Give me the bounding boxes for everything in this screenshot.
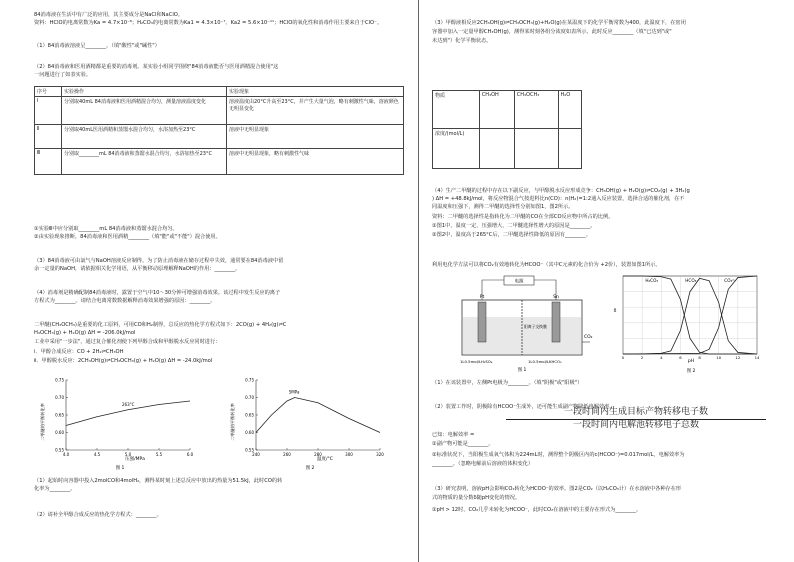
table-cell: Ⅲ: [35, 149, 62, 175]
table-cell: 分别取40mL 84消毒液和医用酒精混合均匀，测量溶液温度变化: [62, 97, 227, 125]
x-tick-label: 4: [660, 355, 663, 360]
x-tick-label: 10: [716, 355, 722, 360]
table-cell: 分别取40mL医用酒精和蒸馏水混合均匀，水浴加热至23°C: [62, 125, 227, 149]
table-row: [35, 97, 404, 125]
y-tick-label: 0.70: [55, 395, 64, 400]
x-tick-label: 260: [283, 452, 291, 457]
section-2-line1: 二甲醚(CH₃OCH₃)是重要的化工原料，可用CO和H₂制得，总反应的热化学方程式如下：2CO(g) + 4H₂(g)⇌C: [34, 322, 287, 328]
electro-sub-2-line1: ②标准状况下，当阳极生成氧气体积为224mL时，测得整个阴极区内的c(HCOO⁻)=0.017mol/L，电解效率为: [432, 452, 685, 458]
efficiency-fraction: [506, 407, 766, 431]
electro-question-3-sub: ①pH > 12时，CO₂几乎未转化为HCOO⁻，此时CO₂在溶液中的主要存在形式为________。: [432, 507, 642, 513]
table-row: [35, 149, 404, 175]
table-cell: 溶液温度由20°C升高至23°C，并产生大量气泡，略有刺激性气味，溶液颜色无明显变化: [227, 97, 404, 125]
table-cell: Ⅰ: [35, 97, 62, 125]
electrolytic-cell-diagram: [456, 272, 591, 372]
table-cell: H₂O: [558, 91, 581, 129]
species-label: CO₃²⁻: [724, 278, 737, 283]
x-tick-label: 4.5: [93, 452, 101, 457]
series-annotation: 263°C: [122, 401, 135, 407]
right-solution-label: 1L0.5mol/LKHCO₃: [528, 359, 562, 364]
cathode-label: Sn: [553, 295, 559, 300]
question-3-line2: 余一定量的NaOH，请依据相关化学用语，从平衡移动原理解释NaOH的作用：________。: [34, 266, 241, 272]
table-cell: [479, 129, 514, 169]
x-tick-label: 12: [735, 355, 741, 360]
reaction-2: ⅱ．甲醇脱水反应：2CH₃OH(g)⇌CH₃OCH₃(g) + H₂O(g) ΔH = -24.0kJ/mol: [34, 358, 213, 364]
question-a2: （2）请补全甲醇合成反应的热化学方程式：________。: [34, 512, 162, 518]
anode-electrode: [478, 302, 486, 342]
right-question-4-sub1: ①图1中，温度一定，压强增大，二甲醚选择性增大的原因是________。: [432, 223, 596, 229]
species-ylabel: δ: [613, 309, 617, 314]
y-tick-label: 0.70: [245, 395, 254, 400]
electrochem-intro: 利用电化学方法可以将CO₂有效地转化为HCOO⁻（其中C元素的化合价为 +2价），装置如图1所示。: [432, 262, 661, 268]
reaction-1: ⅰ．甲醇合成反应：CO + 2H₂⇌CH₃OH: [34, 349, 124, 355]
sub-question-2: ②由实验现象推断，84消毒液和医用酒精________（填"能"或"不能"）混合使用。: [34, 234, 221, 240]
right-question-4-line3: 同温度和压强下，测得二甲醚的选择性分别如图1，图2所示。: [432, 204, 574, 210]
table-row: [433, 91, 582, 129]
right-question-4-line2: ) ΔH = +48.8kJ/mol，将反应物混合气按进料比n(CO)：n(H₂)=1:2通入反应装置，选择合适的催化剂，在不: [432, 196, 685, 202]
question-2-line2: 一问题进行了如表实验。: [34, 72, 92, 78]
document-page: [22, 0, 772, 562]
species-distribution-chart: [611, 270, 761, 374]
x-tick-label: 0: [621, 355, 625, 360]
x-tick-label: 8: [698, 355, 701, 360]
right-question-4-sub2: ②图2中，温度高于265°C后，二甲醚选择性降低的原因有________。: [432, 232, 591, 238]
right-question-4-line1: （4）生产二甲醚的过程中存在以下副反应，与甲醇脱水反应形成竞争：CH₃OH(g) + H₂O(g)⇌CO₂(g) + 3H₂(g: [432, 188, 690, 194]
x-tick-label: 6: [679, 355, 682, 360]
figure-2-ylabel: 二甲醚的平衡转化率: [230, 403, 235, 441]
table-cell: CH₃OCH₃: [514, 91, 558, 129]
cell-caption: 图 1: [517, 368, 527, 373]
question-3-line1: （3）84消毒液可由氯气与NaOH溶液反应制得。为了防止消毒液在储存过程中失效，通常要在84消毒液中留: [34, 258, 284, 264]
x-tick-label: 2: [640, 355, 644, 360]
species-svg: [611, 270, 761, 374]
x-tick-label: 5.5: [155, 452, 163, 457]
table-header-row: [35, 87, 404, 97]
column-divider: [418, 0, 419, 562]
fraction-denominator: 一段时间内电解池转移电子总数: [572, 420, 699, 430]
section-2-line2: H₃OCH₃(g) + H₂O(g) ΔH = -206.0kJ/mol: [34, 330, 136, 336]
table-cell: 溶液中无明显现象: [227, 125, 404, 149]
left-solution-label: 1L0.5mol/LH₂SO₄: [460, 359, 493, 364]
x-tick-label: 320: [376, 452, 384, 457]
figure-2-svg: [230, 372, 390, 472]
figure-1-xlabel: 压强/MPa: [125, 457, 145, 462]
question-2-line1: （2）84消毒液和医用酒精都是重要的消毒剂。某实验小组同学围绕"84消毒液能否与医用酒精混合使用"这: [34, 64, 279, 70]
figure-2-caption: 图 2: [305, 466, 315, 471]
co2-label: CO₂: [584, 335, 593, 340]
figure-1-ylabel: 二甲醚的平衡转化率: [40, 403, 45, 441]
electro-question-3-line2: 式的物质的量分数δ随pH变化的情况。: [432, 495, 521, 501]
species-caption: 图 2: [686, 369, 696, 374]
right-question-4-note: 资料：二甲醚的选择性是指转化为二甲醚的CO在全部CO反应物中所占的比例。: [432, 214, 614, 220]
series-line: [256, 398, 380, 433]
electro-question-1: （1）在该装置中，左侧Pt电极为________。（填"阴极"或"阳极"）: [432, 380, 583, 386]
x-tick-label: 14: [754, 355, 760, 360]
concentration-table: [432, 90, 582, 169]
efficiency-formula-label: 已知：电解效率 =: [432, 432, 475, 438]
table-cell: Ⅱ: [35, 125, 62, 149]
table-cell: CH₃OH: [479, 91, 514, 129]
table-cell: 溶液中无明显现象，略有刺激性气味: [227, 149, 404, 175]
anode-label: Pt: [479, 295, 485, 300]
power-label: 电源: [514, 279, 524, 285]
sub-question-1: ①实验Ⅲ中应分别取________mL 84消毒液和蒸馏水混合均匀。: [34, 226, 178, 232]
right-question-3-line3: 未达到"）化学平衡状态。: [432, 38, 492, 44]
y-tick-label: 0.65: [55, 412, 64, 418]
y-tick-label: 0.75: [245, 377, 254, 383]
section-2-line3: 工业中采用"一步法"，通过复合催化剂使下列甲醇合成和甲醇脱水反应同时进行：: [34, 339, 221, 345]
y-tick-label: 0.75: [55, 377, 64, 383]
y-tick-label: 0.60: [55, 430, 64, 435]
question-a1-line2: 化率为________。: [34, 486, 76, 492]
question-4-line2: 方程式为________。请结合电离常数数据解释消毒效果增强的原因：________。: [34, 298, 216, 304]
figure-1-chart: [40, 372, 200, 472]
table-header-cell: 序号: [35, 87, 62, 97]
table-header-cell: 实验现象: [227, 87, 404, 97]
table-row: [35, 125, 404, 149]
fraction-numerator: 一段时间内生成目标产物转移电子数: [506, 407, 766, 420]
table-cell: [514, 129, 558, 169]
species-xlabel: pH: [687, 359, 695, 364]
figure-1-svg: [40, 372, 200, 472]
electro-sub-2-line2: ________。（忽略电解前后溶液的体积变化）: [432, 461, 534, 467]
x-tick-label: 6.0: [186, 452, 194, 457]
electro-question-3-line1: （3）研究表明，溶液pH会影响CO₂转化为HCOO⁻的效率。图2是CO₂（以H₂CO₃计）在水溶液中各种存在形: [432, 486, 682, 492]
electro-question-2: （2）装置工作时，阴极除有HCOO⁻生成外，还可能生成副产物降低电解效率。: [432, 404, 615, 410]
x-tick-label: 280: [314, 452, 322, 457]
cell-svg: [456, 272, 591, 372]
plot-frame: [623, 276, 757, 354]
wire-left: [479, 280, 504, 302]
question-a1-line1: （1）起始时向容器中投入2molCO和4molH₂，测得某时刻上述总反应中放出的热量为51.5kJ，此时CO的转: [34, 478, 283, 484]
x-tick-label: 300: [345, 452, 353, 457]
right-question-3-line2: 容器中加入一定量甲醇CH₃OH(g)，测得某时刻各组分浓度如表所示，此时反应________（填"已达到"或": [432, 29, 672, 35]
species-label: HCO₃⁻: [685, 278, 699, 283]
figure-2-xlabel: 温度/°C: [317, 457, 333, 462]
table-cell: 物质: [433, 91, 480, 129]
membrane-label: 阳离子交换膜: [524, 324, 547, 329]
y-tick-label: 0.55: [245, 447, 254, 453]
table-cell: 浓度/(mol/L): [433, 129, 480, 169]
species-label: H₂CO₃: [645, 278, 659, 283]
table-row: [433, 129, 582, 169]
y-tick-label: 0.55: [55, 447, 64, 453]
cathode-electrode: [552, 302, 560, 342]
x-tick-label: 4.0: [62, 452, 70, 457]
figure-2-chart: [230, 372, 390, 472]
table-cell: 分别取________mL 84消毒液和蒸馏水混合均匀，水浴加热至23°C: [62, 149, 227, 175]
figure-1-caption: 图 1: [115, 466, 125, 471]
x-tick-label: 240: [252, 452, 260, 457]
paragraph-data: 资料：HClO的电离常数为Ka = 4.7×10⁻⁸；H₂CO₃的电离常数为Ka1 = 4.3×10⁻⁷、Ka2 = 5.6×10⁻¹¹；HClO的氧化性和消毒作用主要来自于ClO⁻。: [34, 20, 383, 26]
question-1: （1）84消毒液溶液呈________。（填"酸性"或"碱性"）: [34, 43, 160, 49]
right-column: [426, 0, 772, 562]
y-tick-label: 0.60: [245, 430, 254, 435]
series-annotation: 5MPa: [288, 389, 300, 395]
table-header-cell: 实验操作: [62, 87, 227, 97]
experiment-table: [34, 86, 404, 175]
electro-sub-1: ①副产物可能是________。: [432, 441, 494, 447]
x-tick-label: 5.0: [124, 452, 132, 457]
left-column: [22, 0, 410, 562]
right-question-3-line1: （3）甲醇液相反应2CH₃OH(g)⇌CH₃OCH₃(g)+H₂O(g)在某温度下的化学平衡常数为400，此温度下，在密闭: [432, 20, 686, 26]
table-cell: [558, 129, 581, 169]
question-4-line1: （4）消毒剂是精确配制84消毒液时，露置于空气中10～30分钟可增强消毒效果。该过程中发生反应的离子: [34, 290, 281, 296]
y-tick-label: 0.65: [245, 412, 254, 418]
paragraph-intro: 84消毒液在生活中有广泛的应用，其主要成分是NaCl和NaClO。: [34, 12, 184, 18]
